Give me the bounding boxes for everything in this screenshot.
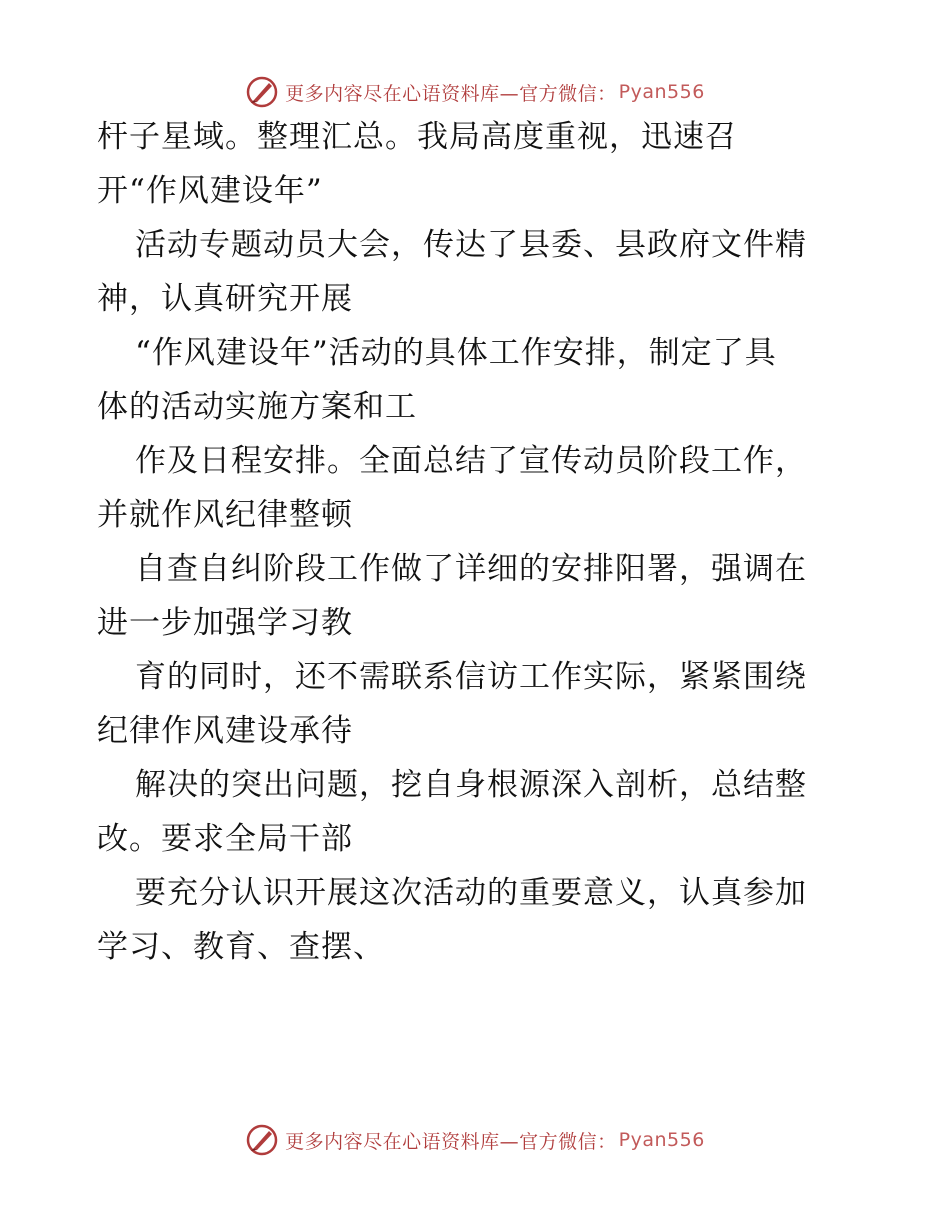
body-line: 体的活动实施方案和工 — [97, 389, 417, 425]
body-line: 作及日程安排。全面总结了宣传动员阶段工作， — [135, 443, 807, 479]
body-line: 解决的突出问题，挖自身根源深入剖析，总结整 — [135, 767, 807, 803]
quill-seal-icon — [245, 1123, 279, 1157]
watermark-text: 更多内容尽在心语资料库—官方微信： — [285, 1130, 617, 1153]
body-line: 杆子星域。整理汇总。我局高度重视，迅速召 — [97, 119, 737, 155]
body-line: 要充分认识开展这次活动的重要意义，认真参加 — [135, 875, 807, 911]
body-line: 改。要求全局干部 — [97, 821, 353, 857]
body-line: 自查自纠阶段工作做了详细的安排阳署，强调在 — [135, 551, 807, 587]
body-line: “作风建设年”活动的具体工作安排，制定了具 — [135, 335, 777, 371]
watermark-handle: Pyan556 — [618, 81, 705, 103]
body-line: 并就作风纪律整顿 — [97, 497, 353, 533]
document-body — [97, 119, 857, 986]
footer-watermark — [0, 1120, 950, 1160]
body-line: 育的同时，还不需联系信访工作实际，紧紧围绕 — [135, 659, 807, 695]
body-line: 开“作风建设年” — [97, 173, 323, 209]
body-line: 学习、教育、查摆、 — [97, 929, 385, 965]
body-line: 纪律作风建设承待 — [97, 713, 353, 749]
quill-seal-icon — [245, 75, 279, 109]
body-line: 神，认真研究开展 — [97, 281, 353, 317]
watermark-text: 更多内容尽在心语资料库—官方微信： — [285, 82, 617, 105]
watermark-handle: Pyan556 — [618, 1129, 705, 1151]
body-line: 进一步加强学习教 — [97, 605, 353, 641]
body-line: 活动专题动员大会，传达了县委、县政府文件精 — [135, 227, 807, 263]
header-watermark — [0, 72, 950, 112]
